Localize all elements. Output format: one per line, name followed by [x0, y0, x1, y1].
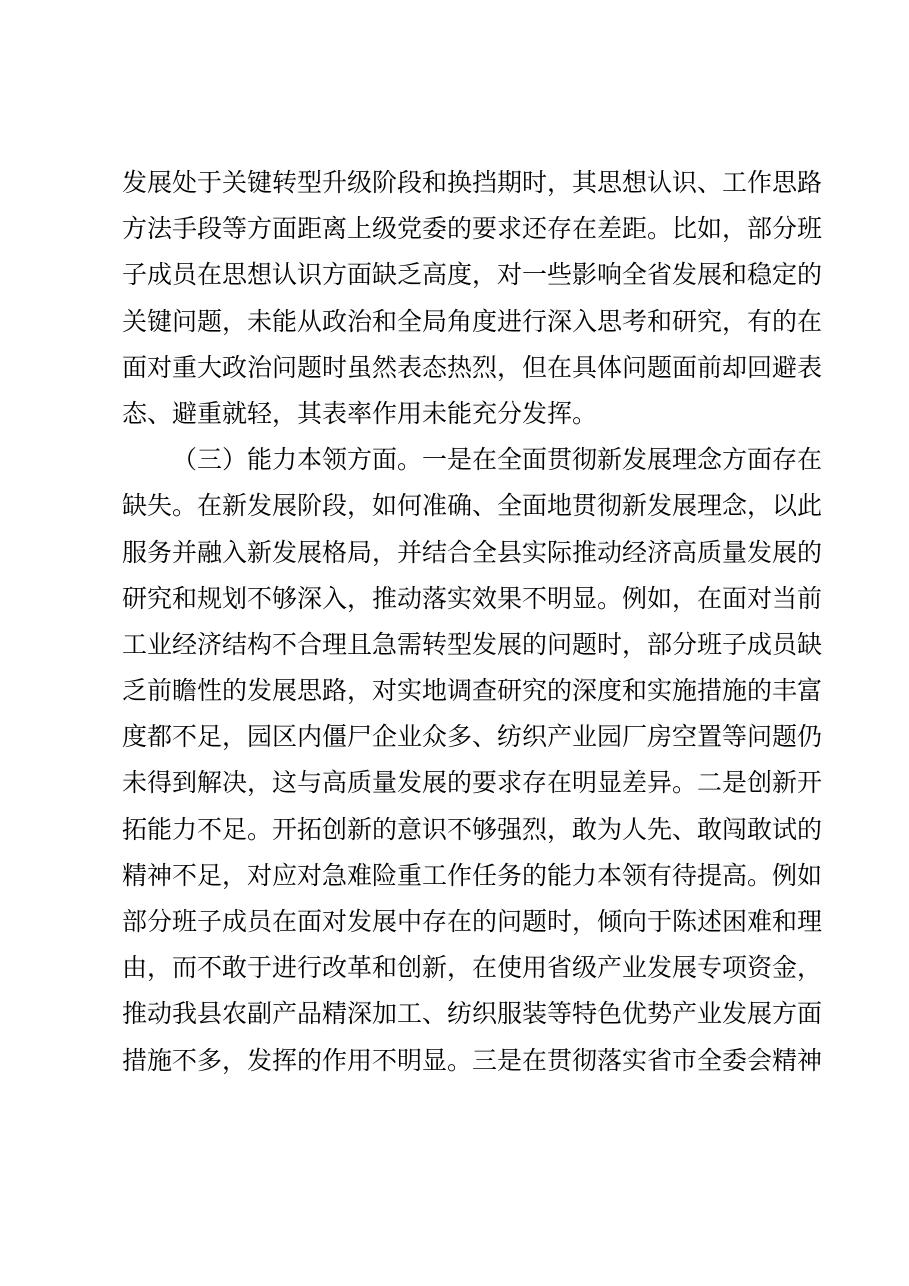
text-line: 子成员在思想认识方面缺乏高度，对一些影响全省发展和稳定的 — [122, 260, 823, 290]
document-body — [122, 160, 823, 1084]
text-line: 方法手段等方面距离上级党委的要求还存在差距。比如，部分班 — [122, 214, 823, 244]
text-line: 工业经济结构不合理且急需转型发展的问题时，部分班子成员缺 — [122, 629, 823, 659]
text-line: 乏前瞻性的发展思路，对实地调查研究的深度和实施措施的丰富 — [122, 676, 823, 706]
text-line: 关键问题，未能从政治和全局角度进行深入思考和研究，有的在 — [122, 306, 823, 336]
text-line: 缺失。在新发展阶段，如何准确、全面地贯彻新发展理念，以此 — [122, 491, 823, 521]
text-line: 精神不足，对应对急难险重工作任务的能力本领有待提高。例如 — [122, 860, 823, 890]
text-line: 发展处于关键转型升级阶段和换挡期时，其思想认识、工作思路 — [122, 168, 823, 197]
text-line: 推动我县农副产品精深加工、纺织服装等特色优势产业发展方面 — [122, 999, 823, 1029]
text-line: 由，而不敢于进行改革和创新，在使用省级产业发展专项资金， — [122, 953, 823, 983]
text-line: 度都不足，园区内僵尸企业众多、纺织产业园厂房空置等问题仍 — [122, 722, 823, 752]
section-heading-line: （三）能力本领方面。一是在全面贯彻新发展理念方面存在 — [172, 445, 823, 475]
text-line: 服务并融入新发展格局，并结合全县实际推动经济高质量发展的 — [122, 537, 823, 567]
text-line: 面对重大政治问题时虽然表态热烈，但在具体问题面前却回避表 — [122, 352, 823, 382]
text-line: 措施不多，发挥的作用不明显。三是在贯彻落实省市全委会精神 — [122, 1045, 823, 1075]
text-line: 拓能力不足。开拓创新的意识不够强烈，敢为人先、敢闯敢试的 — [122, 814, 823, 844]
text-line: 部分班子成员在面对发展中存在的问题时，倾向于陈述困难和理 — [122, 907, 823, 936]
text-line: 态、避重就轻，其表率作用未能充分发挥。 — [122, 398, 598, 428]
text-line: 研究和规划不够深入，推动落实效果不明显。例如，在面对当前 — [122, 583, 823, 613]
text-line: 未得到解决，这与高质量发展的要求存在明显差异。二是创新开 — [122, 768, 823, 798]
